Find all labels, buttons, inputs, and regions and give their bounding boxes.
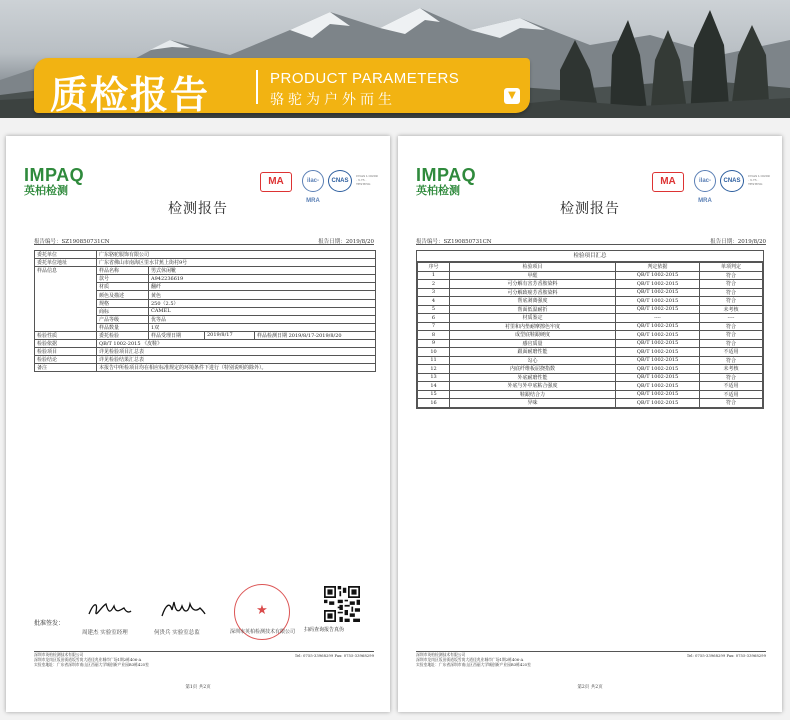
table-row: 4 帮底剥离强度 QB/T 1002-2015 符合 (418, 297, 763, 306)
cnas-mark-icon: CNAS (328, 170, 352, 192)
logo-text-en: IMPAQ (24, 165, 85, 185)
table-row: 委托单位 广东骆驼服饰有限公司 (35, 251, 376, 259)
divider (416, 244, 766, 245)
table-row: 产品等级 优等品 (35, 315, 376, 323)
page-footer: 深圳市英柏检测技术有限公司 深圳市龙岗区坂田街道坂雪岗大道佳兆业城市广场1期2栋406-A 实验室地址：广东省深圳市南山区西丽大学城创新产业园B3栋425室 Tel: 0755-33968299 Fax: 0755-33968299 (416, 652, 766, 667)
signer-caption: 何贵兵 实验室总监 (154, 630, 200, 636)
report-page-2 (398, 136, 782, 712)
ilac-mark-icon: ilac-MRA (694, 170, 716, 192)
table-row: 1 甲醛 QB/T 1002-2015 符合 (418, 271, 763, 280)
report-page-1 (6, 136, 390, 712)
impaq-logo (416, 166, 476, 198)
seal-caption: 深圳市英柏检测技术有限公司 (230, 629, 296, 635)
qr-code-icon (324, 586, 360, 622)
signature-area (34, 576, 376, 646)
table-row: 样品数量 1双 (35, 323, 376, 331)
signature-image (160, 598, 206, 620)
report-date: 报告日期：2019/8/20 (318, 239, 374, 245)
cnas-mark-icon: CNAS (720, 170, 744, 192)
approve-label: 批准签发： (34, 620, 65, 627)
summary-table (417, 262, 763, 408)
report-title: 检测报告 (560, 201, 620, 217)
page-number: 第1页 共2页 (185, 685, 211, 690)
table-row: 检验依据 QB/T 1002-2015 《皮鞋》 (35, 340, 376, 348)
header-banner (0, 0, 790, 118)
section-subtitle: 骆驼为户外而生 (270, 92, 396, 108)
table-row: 3 可分解致癌芳香胺染料 QB/T 1002-2015 符合 (418, 288, 763, 297)
qr-caption: 扫码查询报告真伪 (304, 627, 345, 633)
table-row: 检验项目 详见检验项目汇总表 (35, 348, 376, 356)
table-row: 检验性质 委托检验 样品受理日期 2019/8/17 样品检测日期 2019/8/17-2019/8/20 (35, 331, 376, 339)
page-number: 第2页 共2页 (577, 685, 603, 690)
report-date: 报告日期：2019/8/20 (710, 239, 766, 245)
table-row: 12 内底纤维板屈挠指数 QB/T 1002-2015 未考核 (418, 365, 763, 374)
logo-text-zh: 英柏检测 (416, 184, 460, 197)
table-row: 规格 250（2.5） (35, 299, 376, 307)
summary-table-wrap (416, 250, 764, 409)
table-row: 委托单位地址 广东省佛山市南海区里水甘蕉上街村9号 (35, 259, 376, 267)
company-seal-icon: ★ (234, 584, 290, 640)
table-row: 9 感官质量 QB/T 1002-2015 符合 (418, 339, 763, 348)
table-row: 检验结论 详见检验结果汇总表 (35, 356, 376, 364)
report-number: 报告编号：SZ190850731CN (34, 239, 110, 245)
table-row: 14 外底与外中底粘合强度 QB/T 1002-2015 不适用 (418, 382, 763, 391)
table-header-row: 序号 检验项目 判定依据 单项判定 (418, 263, 763, 272)
table-row: 11 勾心 QB/T 1002-2015 符合 (418, 356, 763, 365)
table-row: 2 可分解有害芳香胺染料 QB/T 1002-2015 符合 (418, 280, 763, 289)
section-title-bar (34, 58, 530, 117)
table-row: 16 异味 QB/T 1002-2015 符合 (418, 399, 763, 408)
report-title: 检测报告 (168, 201, 228, 217)
title-divider (256, 70, 258, 104)
table-row: 备注 本报告中所检项目均在相应标准规定的环境条件下进行（特别说明的除外）。 (35, 364, 376, 372)
table-row: 款号 A942236619 (35, 275, 376, 283)
table-row: 13 外底耐磨性能 QB/T 1002-2015 符合 (418, 373, 763, 382)
signer-caption: 周建杰 实验室经理 (82, 630, 128, 636)
section-title: 质检报告 (50, 73, 211, 117)
table-row: 10 跟面耐磨性能 QB/T 1002-2015 不适用 (418, 348, 763, 357)
ilac-mark-icon: ilac-MRA (302, 170, 324, 192)
table-row: 材质 翻纤 (35, 283, 376, 291)
table-row: 7 衬里和内垫耐摩擦色牢度 QB/T 1002-2015 符合 (418, 322, 763, 331)
table-row: 15 鞋跟结合力 QB/T 1002-2015 不适用 (418, 390, 763, 399)
table-row: 颜色及描述 黄色 (35, 291, 376, 299)
table-row: 商标 CAMEL (35, 307, 376, 315)
divider (34, 244, 374, 245)
table-row: 样品信息 样品名称 男式休闲靴 (35, 267, 376, 275)
cma-mark-icon: MA (260, 172, 292, 192)
table-row: 5 帮面低温耐折 QB/T 1002-2015 未考核 (418, 305, 763, 314)
page-footer: 深圳市英柏检测技术有限公司 深圳市龙岗区坂田街道坂雪岗大道佳兆业城市广场1期2栋406-A 实验室地址：广东省深圳市南山区西丽大学城创新产业园B3栋425室 Tel: 0755-33968299 Fax: 0755-33968299 (34, 652, 374, 667)
table-row: 8 成型底鞋跟硬度 QB/T 1002-2015 符合 (418, 331, 763, 340)
cert-note: CNAS L10209 · 3.73 · TESTING (356, 174, 378, 186)
cma-mark-icon: MA (652, 172, 684, 192)
table-row: 6 材质鉴定 ---- ---- (418, 314, 763, 323)
logo-text-en: IMPAQ (416, 165, 477, 185)
section-title-en: PRODUCT PARAMETERS (270, 70, 460, 87)
report-info-table (34, 250, 376, 372)
chevron-down-icon: ▼ (504, 88, 520, 104)
signature-image (86, 598, 132, 620)
cert-note: CNAS L10209 · 3.73 · TESTING (748, 174, 770, 186)
report-number: 报告编号：SZ190850731CN (416, 239, 492, 245)
logo-text-zh: 英柏检测 (24, 184, 68, 197)
summary-table-caption: 检验项目汇总 (417, 251, 763, 262)
impaq-logo (24, 166, 84, 198)
